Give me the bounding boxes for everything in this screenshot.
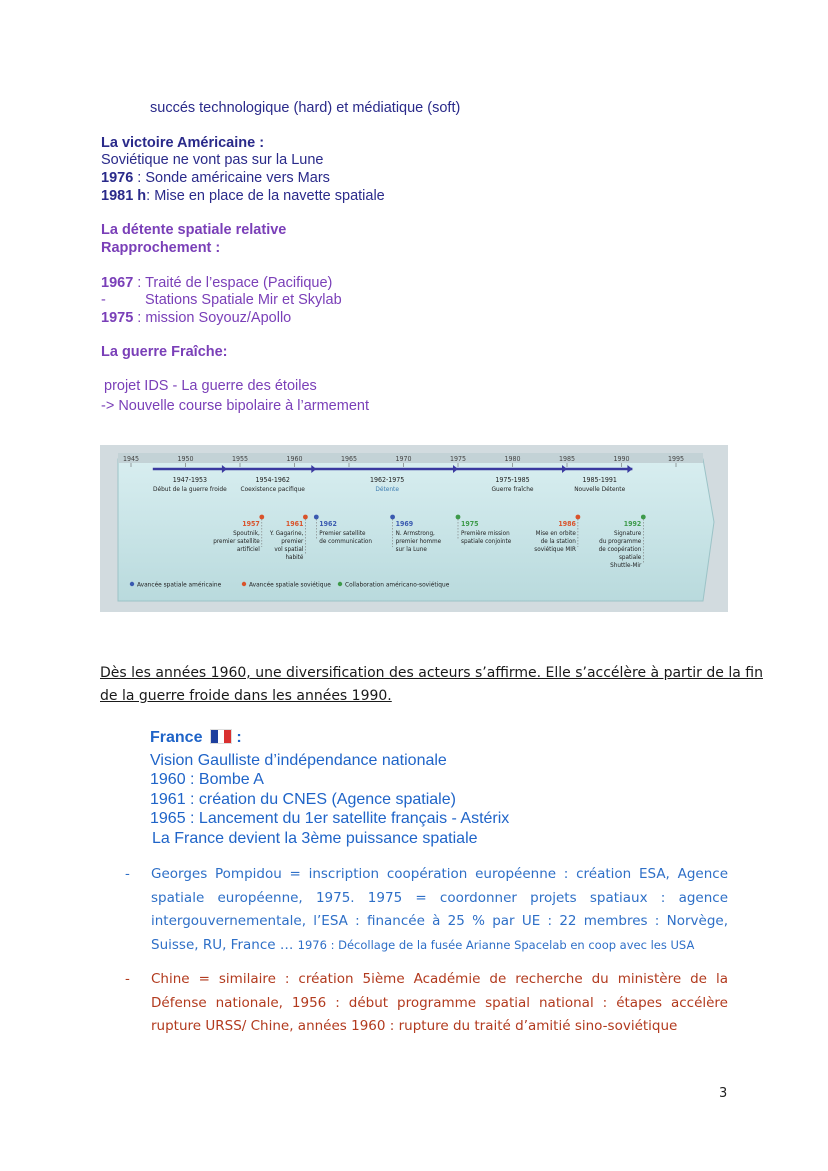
detente-line-2-dash: - (101, 292, 106, 308)
timeline-svg (100, 445, 728, 612)
victoire-line-3-text: : Mise en place de la navette spatiale (146, 188, 385, 204)
event-text-line: vol spatial (274, 546, 304, 553)
event-text-line: Premier satellite (319, 530, 366, 537)
guerre-line-2: -> Nouvelle course bipolaire à l’armement (101, 398, 369, 414)
event-marker-1992 (641, 515, 646, 520)
event-text-line: Mise en orbite (535, 530, 576, 537)
legend-dot (338, 582, 342, 586)
year-1976: 1976 (101, 170, 134, 186)
event-text-line: premier satellite (213, 538, 260, 545)
event-marker-1961 (303, 515, 308, 520)
line-succes: succés technologique (hard) et médiatique (soft) (150, 100, 461, 116)
period-dates: 1947-1953 (172, 476, 208, 484)
france-title-colon: : (231, 729, 242, 746)
event-marker-1975 (456, 515, 461, 520)
diversification-line-1: Dès les années 1960, une diversification des acteurs s’affirme. Elle s’accélère à partir de la fin (100, 665, 763, 681)
event-year-1957: 1957 (242, 520, 260, 528)
detente-line-3 (101, 309, 291, 327)
detente-subtitle: Rapprochement : (101, 240, 221, 256)
event-marker-1969 (390, 515, 395, 520)
chine-dash: - (125, 971, 130, 987)
france-title (150, 729, 242, 747)
diversification-line-2: de la guerre froide dans les années 1990. (100, 688, 392, 704)
event-marker-1986 (576, 515, 581, 520)
event-text-line: artificiel (236, 546, 260, 553)
france-line-2: 1960 : Bombe A (150, 771, 264, 788)
timeline-year-1985: 1985 (558, 455, 576, 463)
event-text-line: Première mission (461, 530, 510, 537)
victoire-line-3 (101, 187, 385, 205)
chine-text: Chine = similaire : création 5ième Académie de recherche du ministère de la Défense nationale, 1956 : début programme spatial national : étapes accélère rupture URSS/ Chine, années 1960 : rupture du traité d’amitié sino-soviétique (151, 971, 728, 1034)
timeline-year-1995: 1995 (667, 455, 685, 463)
event-text-line: premier (281, 538, 304, 545)
year-1975: 1975 (101, 310, 134, 326)
event-text-line: de communication (319, 538, 373, 545)
detente-line-2: Stations Spatiale Mir et Skylab (145, 292, 342, 308)
france-line-1: Vision Gaulliste d’indépendance nationale (150, 752, 447, 769)
year-1981: 1981 h (101, 188, 147, 204)
detente-line-1-text: : Traité de l’espace (Pacifique) (133, 275, 333, 291)
event-text-line: Spoutnik, (233, 530, 260, 537)
event-year-1992: 1992 (623, 520, 642, 528)
victoire-line-2 (101, 169, 330, 187)
event-marker-1957 (259, 515, 264, 520)
period-dates: 1954-1962 (255, 476, 290, 484)
event-text-line: spatiale (618, 554, 642, 561)
france-title-text: France (150, 729, 203, 746)
event-text-line: spatiale conjointe (461, 538, 512, 545)
french-flag-icon (210, 729, 232, 744)
france-line-5: La France devient la 3ème puissance spatiale (152, 830, 478, 847)
event-text-line: habité (285, 554, 304, 561)
period-label: Coexistence pacifique (240, 485, 305, 493)
event-text-line: Y. Gagarine, (269, 530, 304, 537)
pompidou-small-text: 1976 : Décollage de la fusée Arianne Spacelab en coop avec les USA (297, 937, 695, 952)
victoire-title: La victoire Américaine : (101, 135, 265, 151)
guerre-title: La guerre Fraîche: (101, 344, 228, 360)
timeline-year-1950: 1950 (177, 455, 194, 463)
detente-line-3-text: : mission Soyouz/Apollo (133, 310, 292, 326)
event-text-line: de coopération (598, 546, 642, 553)
detente-line-1 (101, 274, 332, 292)
event-text-line: premier homme (395, 538, 442, 545)
timeline-year-1960: 1960 (286, 455, 303, 463)
period-label: Début de la guerre froide (152, 485, 227, 493)
pompidou-dash: - (125, 866, 130, 882)
detente-title: La détente spatiale relative (101, 222, 287, 238)
period-label: Guerre fraîche (491, 485, 534, 493)
victoire-line-1: Soviétique ne vont pas sur la Lune (101, 152, 324, 168)
timeline-year-1980: 1980 (504, 455, 521, 463)
legend-label: Avancée spatiale soviétique (249, 580, 331, 589)
legend-dot (242, 582, 246, 586)
timeline-year-1945: 1945 (122, 455, 140, 463)
event-text-line: du programme (599, 538, 642, 545)
event-text-line: N. Armstrong, (395, 530, 435, 537)
event-year-1961: 1961 (285, 520, 304, 528)
period-label: Détente (375, 485, 399, 493)
period-label: Nouvelle Détente (574, 485, 626, 493)
event-text-line: Shuttle-Mir (610, 562, 642, 569)
page-number: 3 (719, 1086, 728, 1101)
guerre-line-1: projet IDS - La guerre des étoiles (104, 378, 317, 394)
pompidou-text: Georges Pompidou = inscription coopération européenne : création ESA, Agence spatiale européenne, 1975. 1975 = coordonner projets spatiaux : agence intergouvernementale, l’ESA : financée à 25 % par UE : 22 membres : Norvège, Suisse, RU, France … (151, 866, 728, 953)
timeline-year-1970: 1970 (395, 455, 412, 463)
period-dates: 1962-1975 (369, 476, 405, 484)
period-dates: 1975-1985 (495, 476, 530, 484)
timeline-year-1955: 1955 (231, 455, 249, 463)
legend-dot (130, 582, 134, 586)
year-1967: 1967 (101, 275, 134, 291)
period-dates: 1985-1991 (582, 476, 617, 484)
victoire-line-2-text: : Sonde américaine vers Mars (133, 170, 330, 186)
timeline-figure (100, 445, 728, 612)
france-line-4: 1965 : Lancement du 1er satellite français - Astérix (150, 810, 510, 827)
event-year-1986: 1986 (558, 520, 576, 528)
france-line-3: 1961 : création du CNES (Agence spatiale) (150, 791, 456, 808)
timeline-year-1965: 1965 (340, 455, 358, 463)
event-year-1969: 1969 (395, 520, 414, 528)
legend-label: Avancée spatiale américaine (137, 580, 222, 589)
event-text-line: Signature (613, 530, 642, 537)
event-year-1962: 1962 (319, 520, 337, 528)
event-text-line: de la station (540, 538, 576, 545)
legend-label: Collaboration américano-soviétique (345, 580, 450, 589)
event-marker-1962 (314, 515, 319, 520)
pompidou-paragraph (125, 863, 728, 957)
timeline-year-1975: 1975 (449, 455, 467, 463)
event-text-line: soviétique MIR (534, 546, 576, 553)
event-year-1975: 1975 (461, 520, 479, 528)
event-text-line: sur la Lune (395, 546, 427, 553)
chine-paragraph (125, 968, 728, 1039)
timeline-year-1990: 1990 (613, 455, 630, 463)
